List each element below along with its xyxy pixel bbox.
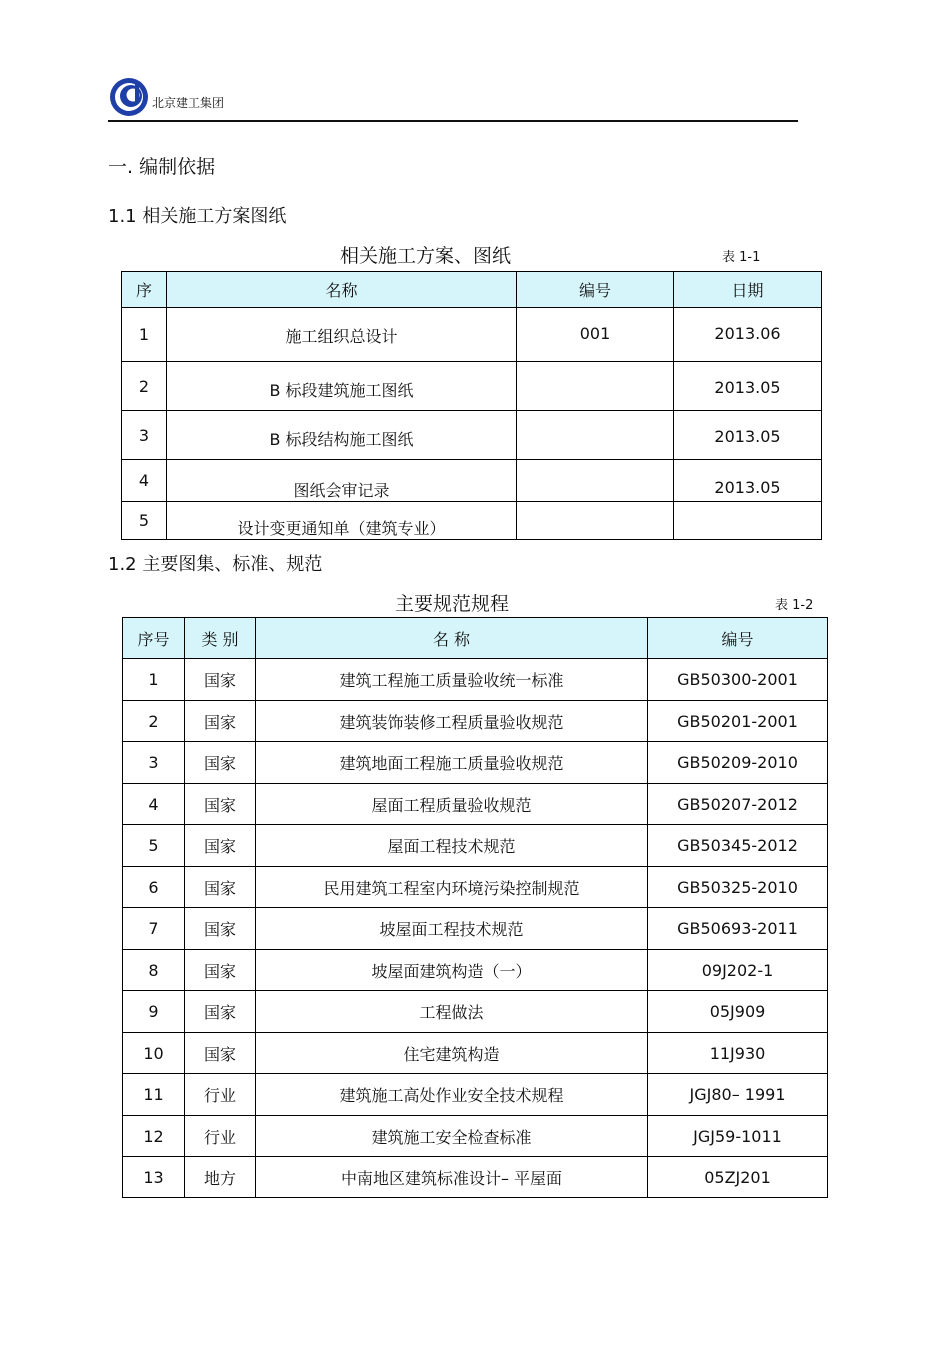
table-cell: JGJ80– 1991 [648,1074,828,1116]
column-header: 编号 [517,272,674,308]
table-cell: 2 [123,701,185,742]
drawings-table [121,271,822,540]
table-cell: GB50209-2010 [648,742,828,784]
table-cell: 国家 [185,1033,256,1074]
table-cell: 中南地区建筑标准设计– 平屋面 [256,1157,648,1198]
table-cell: JGJ59-1011 [648,1116,828,1157]
table-1-1-number: 表 1-1 [722,250,761,265]
table-row [122,460,822,502]
table-cell [517,411,674,460]
table-row [123,701,828,742]
table-row [123,1157,828,1198]
table-1-2-caption: 主要规范规程 [395,593,510,615]
column-header: 序号 [123,618,185,659]
table-cell: GB50345-2012 [648,825,828,867]
table-row [122,411,822,460]
table-cell: 建筑施工安全检查标准 [256,1116,648,1157]
table-cell: 3 [122,411,167,460]
table-cell: 2013.05 [674,411,822,460]
table-row [122,308,822,362]
table-cell: 05ZJ201 [648,1157,828,1198]
table-1-2-number: 表 1-2 [775,598,814,613]
table-cell: 2013.06 [674,308,822,362]
table-cell: GB50300-2001 [648,659,828,701]
table-header-row [122,272,822,308]
table-cell: GB50207-2012 [648,784,828,825]
table-cell: 4 [122,460,167,502]
table-cell: 5 [123,825,185,867]
table-cell: B 标段建筑施工图纸 [167,362,517,411]
table-cell: 05J909 [648,991,828,1033]
standards-table [122,617,828,1198]
table-row [123,867,828,908]
table-cell: 建筑施工高处作业安全技术规程 [256,1074,648,1116]
table-cell: 6 [123,867,185,908]
column-header: 编号 [648,618,828,659]
table-cell: 国家 [185,867,256,908]
table-cell: 4 [123,784,185,825]
table-cell: GB50693-2011 [648,908,828,950]
table-cell: 国家 [185,991,256,1033]
table-row [123,784,828,825]
table-cell: 行业 [185,1116,256,1157]
table-row [123,950,828,991]
table-cell: 建筑装饰装修工程质量验收规范 [256,701,648,742]
column-header: 名 称 [256,618,648,659]
section-1-1-heading: 1.1 相关施工方案图纸 [108,206,287,227]
table-cell: 8 [123,950,185,991]
table-cell: 国家 [185,825,256,867]
table-cell: 国家 [185,701,256,742]
table-1-1-caption: 相关施工方案、图纸 [340,245,512,267]
column-header: 日期 [674,272,822,308]
table-cell: 行业 [185,1074,256,1116]
table-cell: 12 [123,1116,185,1157]
table-cell: 2 [122,362,167,411]
table-cell: 图纸会审记录 [167,460,517,502]
table-cell: 11 [123,1074,185,1116]
table-cell: 11J930 [648,1033,828,1074]
section-1-2-heading: 1.2 主要图集、标准、规范 [108,554,323,575]
table-cell: 施工组织总设计 [167,308,517,362]
table-row [122,502,822,540]
table-cell: 住宅建筑构造 [256,1033,648,1074]
table-cell: 国家 [185,742,256,784]
table-cell: 3 [123,742,185,784]
table-cell: GB50201-2001 [648,701,828,742]
table-cell: 工程做法 [256,991,648,1033]
table-cell: 设计变更通知单（建筑专业） [167,502,517,540]
table-cell: 1 [123,659,185,701]
table-cell: 001 [517,308,674,362]
table-cell: 地方 [185,1157,256,1198]
table-cell: 建筑地面工程施工质量验收规范 [256,742,648,784]
table-cell: 坡屋面工程技术规范 [256,908,648,950]
table-cell: GB50325-2010 [648,867,828,908]
column-header: 序 [122,272,167,308]
table-cell [517,362,674,411]
table-cell: 国家 [185,784,256,825]
table-cell: 09J202-1 [648,950,828,991]
table-cell: 建筑工程施工质量验收统一标准 [256,659,648,701]
table-row [123,742,828,784]
table-row [123,1074,828,1116]
company-logo [108,76,150,118]
table-cell: 1 [122,308,167,362]
table-header-row [123,618,828,659]
table-row [123,1116,828,1157]
table-cell: 13 [123,1157,185,1198]
table-row [123,991,828,1033]
table-cell: 屋面工程技术规范 [256,825,648,867]
table-cell: 2013.05 [674,362,822,411]
table-cell [517,460,674,502]
table-cell: 10 [123,1033,185,1074]
table-cell: 5 [122,502,167,540]
table-cell [517,502,674,540]
table-cell: 2013.05 [674,460,822,502]
table-cell: 9 [123,991,185,1033]
table-cell: 民用建筑工程室内环境污染控制规范 [256,867,648,908]
table-cell: 7 [123,908,185,950]
table-row [123,908,828,950]
table-row [123,659,828,701]
column-header: 类 别 [185,618,256,659]
table-cell: 屋面工程质量验收规范 [256,784,648,825]
table-row [123,825,828,867]
company-name: 北京建工集团 [152,96,225,110]
section-title: 一. 编制依据 [108,156,216,178]
table-cell: 国家 [185,908,256,950]
table-row [123,1033,828,1074]
table-cell [674,502,822,540]
table-cell: B 标段结构施工图纸 [167,411,517,460]
table-cell: 国家 [185,659,256,701]
table-cell: 国家 [185,950,256,991]
table-cell: 坡屋面建筑构造（一） [256,950,648,991]
page-header [108,72,798,122]
column-header: 名称 [167,272,517,308]
table-row [122,362,822,411]
